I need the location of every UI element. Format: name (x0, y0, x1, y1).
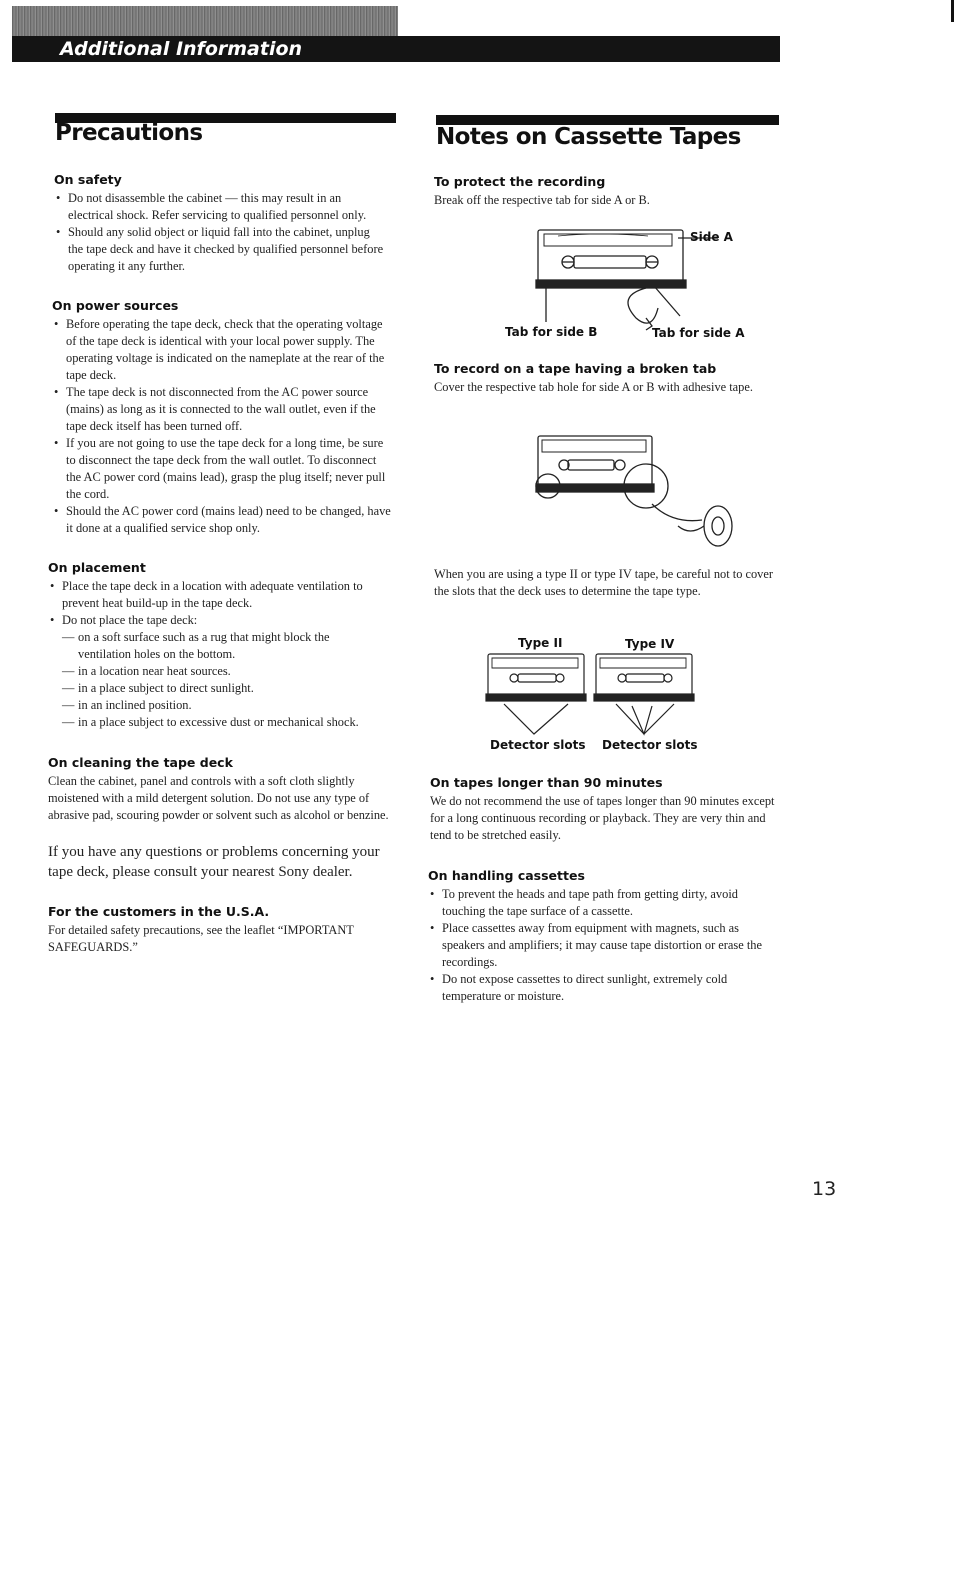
broken-text: Cover the respective tab hole for side A or B with adhesive tape. (434, 380, 753, 394)
placement-section (48, 560, 396, 731)
type-ii-label: Type II (518, 636, 563, 650)
detector-slots-label-1: Detector slots (490, 738, 586, 752)
list-item: • Before operating the tape deck, check that the operating voltage of the tape deck is identical with your local power supply. The operating voltage is indicated on the nameplate at the rear of the tape deck. (52, 316, 392, 384)
detector-slots-label-2: Detector slots (602, 738, 698, 752)
list-item: • Place cassettes away from equipment with magnets, such as speakers and amplifiers; it may cause tape distortion or erase the recordings. (428, 920, 776, 971)
type-note-text: When you are using a type II or type IV tape, be careful not to cover the slots that the deck uses to determine the tape type. (434, 567, 774, 598)
list-item: — on a soft surface such as a rug that might block the ventilation holes on the bottom. (62, 629, 382, 663)
list-item: — in a place subject to excessive dust or mechanical shock. (62, 714, 382, 731)
longer-heading: On tapes longer than 90 minutes (430, 775, 663, 790)
list-item: • The tape deck is not disconnected from the AC power source (mains) as long as it is connected to the wall outlet, even if the tape deck itself has been turned off. (52, 384, 392, 435)
cleaning-heading: On cleaning the tape deck (48, 755, 233, 770)
side-a-label: Side A (690, 230, 733, 244)
power-list (52, 316, 392, 537)
placement-heading: On placement (48, 560, 146, 575)
protect-heading: To protect the recording (434, 174, 606, 189)
protect-text: Break off the respective tab for side A or B. (434, 193, 650, 207)
list-item: • Do not expose cassettes to direct sunlight, extremely cold temperature or moisture. (428, 971, 776, 1005)
usa-section (48, 904, 396, 956)
broken-section (434, 361, 774, 396)
usa-heading: For the customers in the U.S.A. (48, 904, 270, 919)
list-item: • Should the AC power cord (mains lead) need to be changed, have it done at a qualified service shop only. (52, 503, 392, 537)
tab-a-label: Tab for side A (652, 326, 745, 340)
page-number: 13 (812, 1178, 837, 1200)
cleaning-section (48, 755, 396, 824)
handling-heading: On handling cassettes (428, 868, 585, 883)
power-section (52, 298, 396, 537)
safety-heading: On safety (54, 172, 122, 187)
section-title: Additional Information (60, 38, 303, 60)
placement-list (48, 578, 393, 629)
list-item: • If you are not going to use the tape deck for a long time, be sure to disconnect the tape deck from the wall outlet. To disconnect the AC power cord (mains lead), grasp the plug itself; never pull the cord. (52, 435, 392, 503)
safety-list (54, 190, 386, 275)
usa-text: For detailed safety precautions, see the leaflet “IMPORTANT SAFEGUARDS.” (48, 923, 354, 954)
cleaning-text: Clean the cabinet, panel and controls with a soft cloth slightly moistened with a mild detergent solution. Do not use any type of abrasive pad, scouring powder or solvent such as alcohol or benzine. (48, 774, 389, 822)
power-heading: On power sources (52, 298, 179, 313)
precautions-column (48, 172, 396, 956)
tab-b-label: Tab for side B (505, 325, 598, 339)
list-item: • Do not disassemble the cabinet — this may result in an electrical shock. Refer servicing to qualified personnel only. (54, 190, 386, 224)
list-item: — in an inclined position. (62, 697, 382, 714)
precautions-title: Precautions (55, 120, 203, 146)
handling-list (428, 886, 776, 1005)
placement-sublist (48, 629, 382, 731)
adhesive-tape-illustration (528, 430, 743, 555)
list-item: — in a location near heat sources. (62, 663, 382, 680)
longer-text: We do not recommend the use of tapes longer than 90 minutes except for a long continuous recording or playback. They are very thin and tend to be stretched easily. (430, 794, 775, 842)
type-note-section (434, 566, 774, 600)
protect-section (434, 174, 775, 209)
list-item: — in a place subject to direct sunlight. (62, 680, 382, 697)
list-item: • Should any solid object or liquid fall into the cabinet, unplug the tape deck and have it checked by qualified personnel before operating it any further. (54, 224, 386, 275)
questions-text: If you have any questions or problems concerning your tape deck, please consult your nearest Sony dealer. (48, 844, 380, 880)
cassette-notes-column (430, 174, 775, 209)
handling-section (428, 868, 776, 1005)
safety-section (54, 172, 396, 275)
broken-heading: To record on a tape having a broken tab (434, 361, 717, 376)
list-item: • Do not place the tape deck: (48, 612, 393, 629)
list-item: • Place the tape deck in a location with adequate ventilation to prevent heat build-up in the tape deck. (48, 578, 393, 612)
tape-type-illustration (484, 650, 699, 740)
longer-section (430, 775, 775, 844)
list-item: • To prevent the heads and tape path from getting dirty, avoid touching the tape surface of a cassette. (428, 886, 776, 920)
cassette-notes-title: Notes on Cassette Tapes (436, 124, 741, 150)
type-iv-label: Type IV (625, 637, 675, 651)
